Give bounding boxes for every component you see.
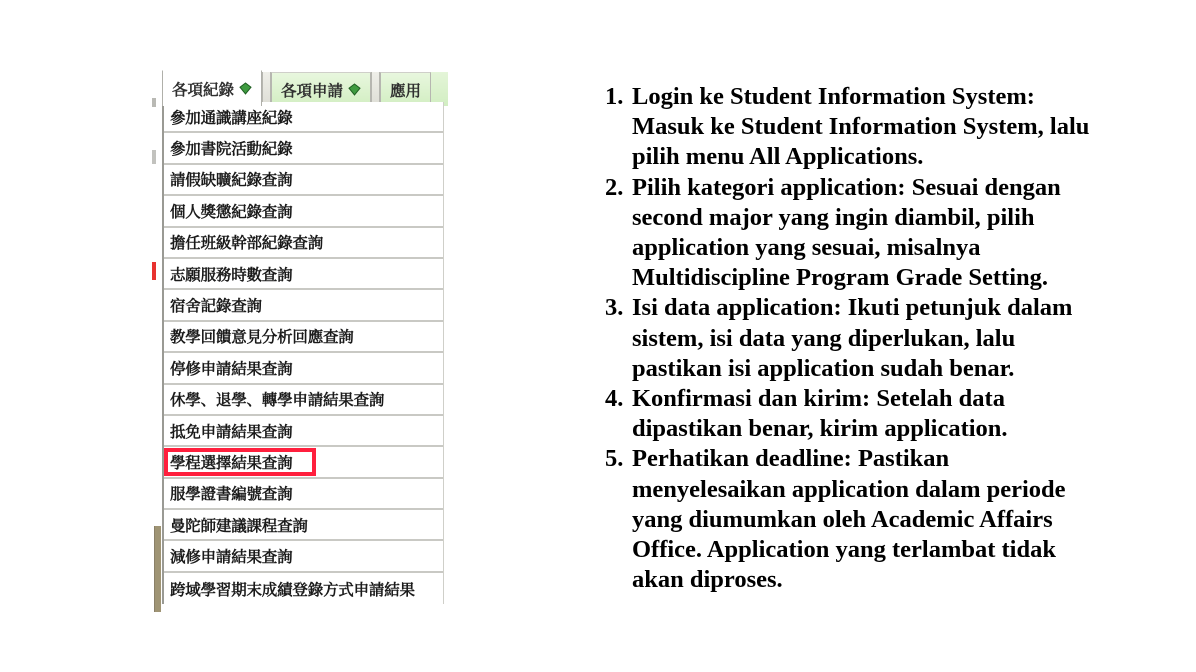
step-number: 4. (605, 385, 630, 413)
dropdown-menu-panel (162, 102, 444, 604)
step-text-line: Isi data application: Ikuti petunjuk dalam (632, 294, 1073, 322)
menu-item[interactable] (164, 447, 443, 478)
edge-artifact-red-mark (152, 262, 156, 280)
menu-item-label: 休學、退學、轉學申請結果查詢 (170, 391, 385, 410)
step-text-line: akan diproses. (632, 566, 783, 594)
instruction-list (605, 82, 1125, 595)
menu-item-label: 跨域學習期末成績登錄方式申請結果 (170, 580, 415, 599)
menu-item-label: 停修申請結果查詢 (170, 359, 293, 378)
step-number: 3. (605, 294, 624, 322)
step-text (632, 293, 1125, 384)
step-number: 1. (605, 83, 624, 110)
step-text (632, 384, 1125, 444)
menu-item[interactable] (164, 385, 443, 416)
step-text-line: Perhatikan deadline: Pastikan (632, 445, 950, 473)
menu-item-label: 參加書院活動紀錄 (170, 140, 293, 159)
step-text (632, 444, 1125, 595)
menu-item[interactable] (164, 133, 443, 164)
step-text-line: Office. Application yang terlambat tidak (632, 536, 1056, 564)
menu-item-label: 學程選擇結果查詢 (170, 453, 293, 472)
step-text-line: yang diumumkan oleh Academic Affairs (632, 505, 1053, 533)
menu-item[interactable] (164, 573, 443, 604)
step-text-line: application yang sesuai, misalnya (632, 234, 981, 262)
step-text-line: sistem, isi data yang diperlukan, lalu (632, 324, 1016, 352)
menu-item-label: 曼陀師建議課程查詢 (170, 516, 308, 535)
tab-separator (371, 72, 380, 106)
menu-item-label: 教學回饋意見分析回應查詢 (170, 328, 354, 347)
menu-item-label: 減修申請結果查詢 (170, 548, 293, 567)
sis-menu-screenshot (148, 66, 448, 622)
caret-down-diamond-icon (348, 83, 361, 96)
tab-label: 應用 (390, 81, 422, 100)
step-text (632, 82, 1125, 173)
edge-artifact-top (152, 98, 156, 107)
step-text-line: pastikan isi application sudah benar. (632, 354, 1015, 382)
menu-item[interactable] (164, 102, 443, 133)
menu-item[interactable] (164, 353, 443, 384)
menu-item-label: 個人獎懲紀錄查詢 (170, 202, 293, 221)
step-number: 2. (605, 173, 624, 201)
menu-item[interactable] (164, 416, 443, 447)
menu-item-label: 服學證書編號查詢 (170, 485, 293, 504)
menu-item[interactable] (164, 290, 443, 321)
tab-label: 各項申請 (281, 81, 344, 100)
menu-item[interactable] (164, 479, 443, 510)
tab-3[interactable] (380, 72, 431, 106)
step-text (632, 173, 1125, 294)
menu-item[interactable] (164, 510, 443, 541)
instruction-step (605, 82, 1125, 173)
step-text-line: menyelesaikan application dalam periode (632, 475, 1066, 503)
step-text-line: dipastikan benar, kirim application. (632, 415, 1008, 443)
step-text-line: pilih menu All Applications. (632, 143, 924, 171)
edge-artifact-middle (152, 150, 156, 164)
menu-item[interactable] (164, 228, 443, 259)
step-text-line: Login ke Student Information System: (632, 83, 1035, 110)
menu-item-label: 參加通識講座紀錄 (170, 108, 293, 127)
menu-item-label: 抵免申請結果查詢 (170, 422, 293, 441)
step-text-line: Multidiscipline Program Grade Setting. (632, 264, 1049, 292)
tab-2[interactable] (271, 72, 371, 106)
menu-item[interactable] (164, 259, 443, 290)
instruction-step (605, 293, 1125, 384)
instruction-step (605, 444, 1125, 595)
step-text-line: Konfirmasi dan kirim: Setelah data (632, 385, 1005, 413)
instruction-step (605, 173, 1125, 294)
menu-tab-bar (162, 66, 448, 106)
step-number: 5. (605, 445, 624, 473)
tab-separator (262, 72, 271, 106)
caret-down-diamond-icon (239, 82, 252, 95)
tab-label: 各項紀錄 (172, 80, 235, 99)
vertical-scrollbar-thumb[interactable] (154, 526, 161, 612)
step-text-line: Masuk ke Student Information System, lalu (632, 113, 1090, 141)
step-text-line: second major yang ingin diambil, pilih (632, 203, 1035, 231)
menu-item[interactable] (164, 196, 443, 227)
menu-item-label: 宿舍記錄查詢 (170, 297, 262, 316)
menu-item[interactable] (164, 322, 443, 353)
menu-item-label: 擔任班級幹部紀錄查詢 (170, 234, 324, 253)
menu-item[interactable] (164, 165, 443, 196)
tab-1[interactable] (162, 70, 262, 106)
menu-item-label: 志願服務時數查詢 (170, 265, 293, 284)
instruction-step (605, 384, 1125, 444)
menu-item[interactable] (164, 541, 443, 572)
step-text-line: Pilih kategori application: Sesuai dengan (632, 173, 1061, 201)
menu-item-label: 請假缺曠紀錄查詢 (170, 171, 293, 190)
